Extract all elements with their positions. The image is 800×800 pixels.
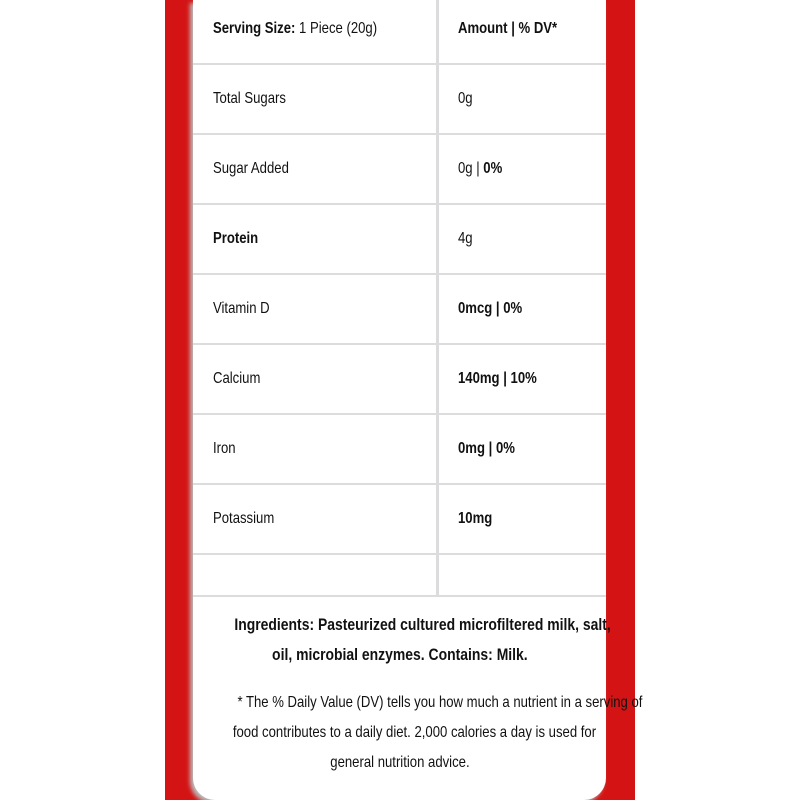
- table-header-row: [193, 0, 606, 65]
- nutrition-panel: [193, 0, 643, 800]
- table-row: Sugar Added 0g | 0%: [193, 135, 606, 205]
- table-row: Protein 4g: [193, 205, 606, 275]
- table-row: Potassium 10mg: [193, 485, 606, 555]
- table-row-empty: [193, 555, 606, 597]
- amount-dv-header: Amount | % DV*: [458, 20, 558, 37]
- table-row: Vitamin D 0mcg | 0%: [193, 275, 606, 345]
- table-row: Total Sugars 0g: [193, 65, 606, 135]
- ingredients-text: Ingredients: Pasteurized cultured microfiltered milk, salt, oil, microbial enzymes. Contains: Milk.: [234, 615, 611, 664]
- nutrition-table: [193, 0, 606, 597]
- daily-value-footnote: * The % Daily Value (DV) tells you how much a nutrient in a serving of food contributes to a daily diet. 2,000 calories a day is used for general nutrition advice.: [232, 694, 643, 771]
- serving-size: Serving Size: 1 Piece (20g): [213, 20, 378, 37]
- table-row: Iron 0mg | 0%: [193, 415, 606, 485]
- table-row: Calcium 140mg | 10%: [193, 345, 606, 415]
